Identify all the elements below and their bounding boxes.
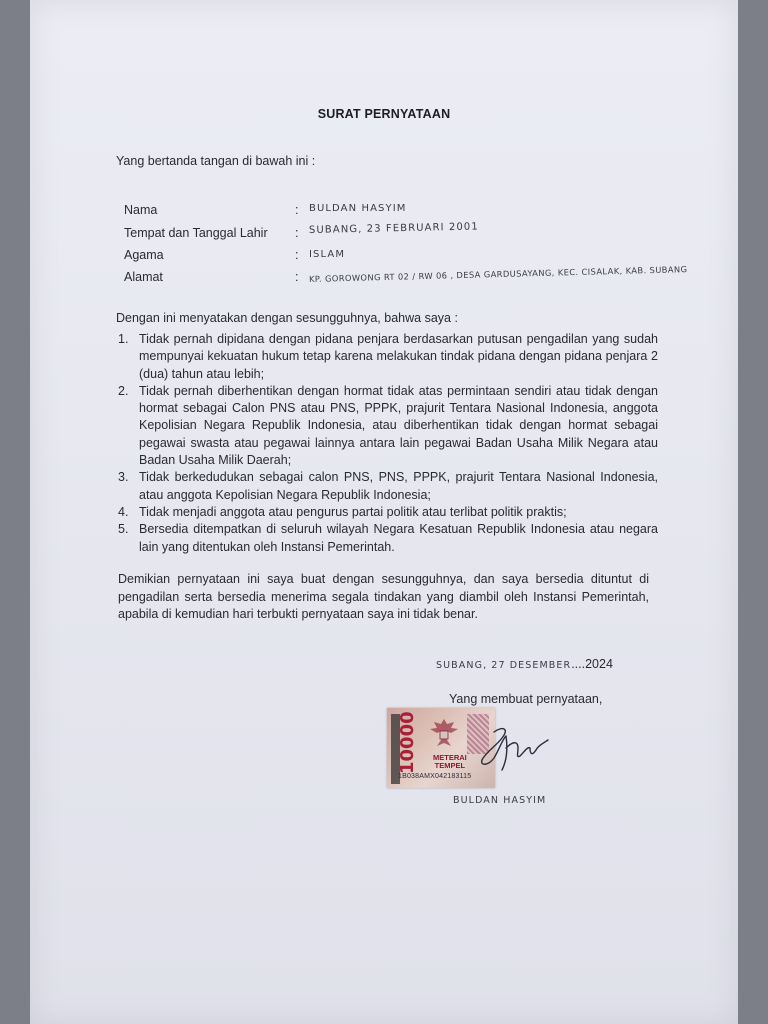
field-label-ttl: Tempat dan Tanggal Lahir [124,226,268,240]
stamp-label-line1: METERAI [433,753,467,762]
garuda-emblem-icon [427,716,461,752]
stamp-label-line2: TEMPEL [434,761,466,770]
declaration-intro: Dengan ini menyatakan dengan sesungguhnya, bahwa saya : [116,311,458,325]
field-colon-agama: : [295,248,299,262]
field-colon-alamat: : [295,270,299,284]
list-item [118,331,658,383]
list-item-text: Tidak pernah dipidana dengan pidana penjara berdasarkan putusan pengadilan yang sudah mempunyai kekuatan hukum tetap karena melakukan tindak pidana dengan pidana penjara 2 (dua) tahun atau lebih; [139,332,658,381]
list-item-text: Tidak berkedudukan sebagai calon PNS, PNS, PPPK, prajurit Tentara Nasional Indonesia, atau anggota Kepolisian Negara Republik Indonesia; [139,470,658,502]
field-colon-nama: : [295,203,299,217]
field-label-nama: Nama [124,203,158,217]
signing-date-handwritten: SUBANG, 27 DESEMBER [436,660,572,671]
field-value-ttl: SUBANG, 23 FEBRUARI 2001 [308,221,479,236]
list-item-text: Tidak menjadi anggota atau pengurus partai politik atau terlibat politik praktis; [139,504,567,519]
intro-text: Yang bertanda tangan di bawah ini : [116,154,316,168]
field-colon-ttl: : [295,226,299,240]
stamp-serial: 1B038AMX042183115 [398,773,472,780]
list-item-text: Tidak pernah diberhentikan dengan hormat tidak atas permintaan sendiri atau tidak dengan hormat sebagai Calon PNS atau PNS, PPPK, prajurit Tentara Nasional Indonesia, anggota Kepolisian Negara Republik Indonesia, atau diberhentikan tidak dengan hormat sebagai pegawai swasta atau pegawai lainnya antara lain pegawai Badan Usaha Milik Negara atau Badan Usaha Milik Daerah; [139,383,658,468]
closing-paragraph: Demikian pernyataan ini saya buat dengan sesungguhnya, dan saya bersedia dituntut di pengadilan serta bersedia menerima segala tindakan yang diambil oleh Instansi Pemerintah, apabila di kemudian hari terbukti pernyataan saya ini tidak benar. [118,572,649,622]
list-item-number: 2. [118,383,129,398]
field-label-agama: Agama [124,248,164,262]
list-item-number: 1. [118,332,129,346]
stamp-label [433,754,467,770]
list-item-number: 4. [118,504,129,519]
signer-name: BULDAN HASYIM [453,795,547,806]
field-value-alamat: KP. GOROWONG RT 02 / RW 06 , DESA GARDUSAYANG, KEC. CISALAK, KAB. SUBANG [308,264,688,284]
list-item [118,521,658,556]
signing-date-dots: .... [571,657,586,671]
list-item-number: 3. [118,470,129,485]
handwritten-signature [472,718,562,778]
field-label-alamat: Alamat [124,270,163,284]
declaration-list [118,331,658,556]
signoff-text: Yang membuat pernyataan, [449,692,603,706]
list-item [118,383,658,469]
list-item [118,504,658,521]
stamp-value: 10000 [397,711,418,774]
list-item-number: 5. [118,522,129,537]
document-title: SURAT PERNYATAAN [317,107,451,121]
list-item [118,469,658,504]
field-value-nama: BULDAN HASYIM [309,203,407,214]
signing-date-year: 2024 [585,657,613,671]
signing-date [436,655,613,673]
list-item-text: Bersedia ditempatkan di seluruh wilayah Negara Kesatuan Republik Indonesia atau negara lain yang ditentukan oleh Instansi Pemerintah. [139,522,658,554]
field-value-agama: ISLAM [309,249,346,260]
